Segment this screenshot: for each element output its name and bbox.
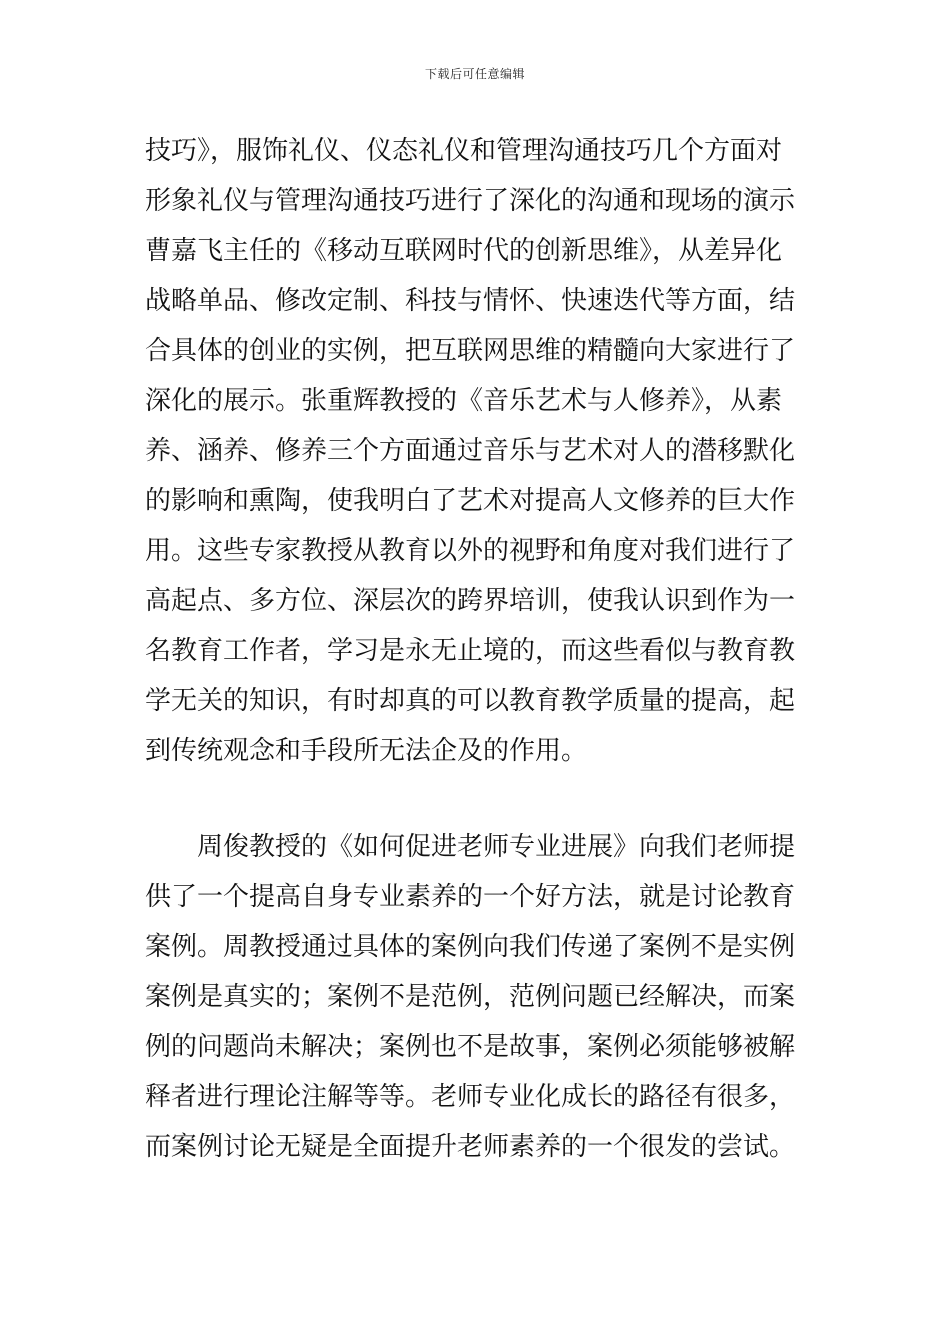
text-line: 形象礼仪与管理沟通技巧进行了深化的沟通和现场的演示 [145,186,796,216]
text-line: 学无关的知识，有时却真的可以教育教学质量的提高，起 [145,686,796,716]
text-line: 例的问题尚未解决；案例也不是故事，案例必须能够被解 [145,1032,796,1062]
text-line: 深化的展示。张重辉教授的《音乐艺术与人修养》，从素 [145,386,783,416]
text-line: 用。这些专家教授从教育以外的视野和角度对我们进行了 [145,536,796,566]
text-line: 高起点、多方位、深层次的跨界培训，使我认识到作为一 [145,586,796,616]
text-line: 的影响和熏陶，使我明白了艺术对提高人文修养的巨大作 [145,486,796,516]
text-line: 战略单品、修改定制、科技与情怀、快速迭代等方面，结 [145,286,796,316]
text-line: 释者进行理论注解等等。老师专业化成长的路径有很多， [145,1082,796,1112]
text-line: 周俊教授的《如何促进老师专业进展》向我们老师提 [197,832,796,862]
text-line: 供了一个提高自身专业素养的一个好方法，就是讨论教育 [145,882,796,912]
text-line: 技巧》，服饰礼仪、仪态礼仪和管理沟通技巧几个方面对 [145,136,783,166]
paragraph-1 [145,126,810,776]
text-line: 案例是真实的；案例不是范例，范例问题已经解决，而案 [145,982,796,1012]
text-line: 名教育工作者，学习是永无止境的，而这些看似与教育教 [145,636,796,666]
text-line: 养、涵养、修养三个方面通过音乐与艺术对人的潜移默化 [145,436,796,466]
text-line: 曹嘉飞主任的《移动互联网时代的创新思维》，从差异化 [145,236,783,266]
text-line: 案例。周教授通过具体的案例向我们传递了案例不是实例 [145,932,796,962]
text-line: 而案例讨论无疑是全面提升老师素养的一个很发的尝试。 [145,1132,796,1162]
text-line: 到传统观念和手段所无法企及的作用。 [145,736,588,766]
text-line: 合具体的创业的实例，把互联网思维的精髓向大家进行了 [145,336,796,366]
paragraph-2 [145,822,810,1172]
page-header: 下载后可任意编辑 [424,67,525,81]
